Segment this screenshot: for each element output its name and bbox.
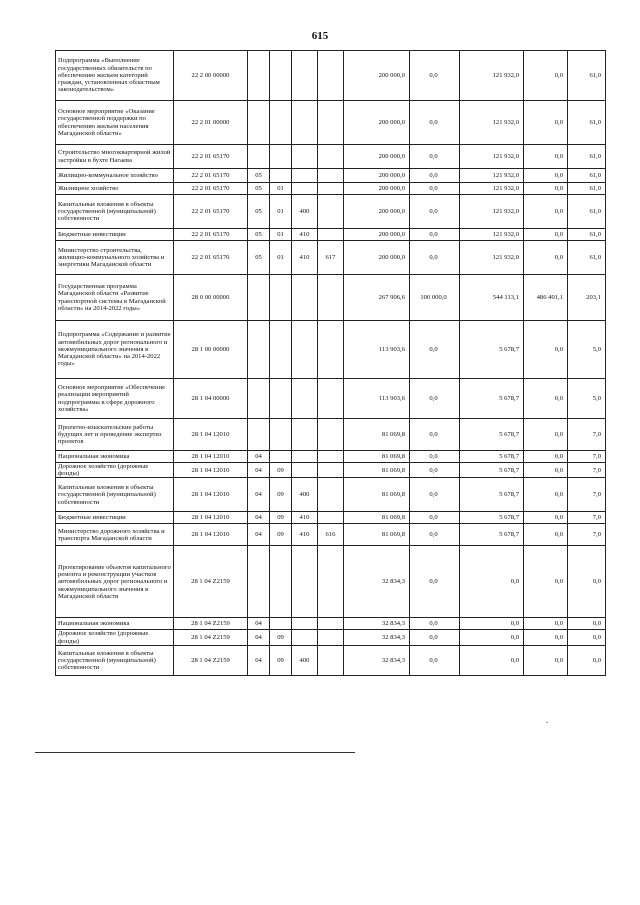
table-cell-federal: 0,0: [410, 618, 460, 630]
table-cell-federal: 0,0: [410, 524, 460, 546]
footer-rule: [35, 752, 355, 753]
table-cell-subsection: [270, 451, 292, 463]
table-cell-executed: 0,0: [460, 618, 524, 630]
table-cell-executed: 544 113,1: [460, 275, 524, 321]
table-cell-section: 04: [248, 463, 270, 478]
table-cell-percent: 61,0: [568, 241, 606, 275]
table-cell-subsection: 09: [270, 512, 292, 524]
table-row: [56, 419, 606, 451]
table-cell-executed-federal: 0,0: [524, 451, 568, 463]
table-row: [56, 524, 606, 546]
budget-table: [55, 50, 606, 676]
table-cell-planned: 32 834,3: [344, 645, 410, 675]
table-cell-executed: 5 678,7: [460, 451, 524, 463]
table-row: [56, 101, 606, 145]
table-cell-program-code: 22 2 00 00000: [174, 51, 248, 101]
table-cell-section: [248, 51, 270, 101]
table-cell-program-code: 22 2 01 65170: [174, 241, 248, 275]
table-cell-federal: 0,0: [410, 321, 460, 379]
table-cell-name: Дорожное хозяйство (дорожные фонды): [56, 463, 174, 478]
table-row: [56, 618, 606, 630]
table-cell-subsection: [270, 546, 292, 618]
table-cell-section: 04: [248, 618, 270, 630]
table-cell-section: [248, 275, 270, 321]
table-cell-planned: 32 834,3: [344, 630, 410, 645]
table-cell-expense-type: 410: [292, 524, 318, 546]
table-row: [56, 321, 606, 379]
table-cell-name: Проектирование объектов капитального ремонта и реконструкции участков автомобильных дорог регионального и межмуниципального значения в Магаданской области: [56, 546, 174, 618]
table-cell-section: 04: [248, 512, 270, 524]
table-row: [56, 183, 606, 195]
table-cell-subsection: 01: [270, 183, 292, 195]
table-cell-executed-federal: 0,0: [524, 145, 568, 169]
table-cell-expense-type: 410: [292, 241, 318, 275]
table-cell-planned: 267 906,6: [344, 275, 410, 321]
table-cell-executed: 5 678,7: [460, 419, 524, 451]
table-cell-executed-federal: 0,0: [524, 241, 568, 275]
table-cell-federal: 0,0: [410, 478, 460, 512]
table-row: [56, 241, 606, 275]
table-cell-percent: 7,0: [568, 419, 606, 451]
table-cell-percent: 7,0: [568, 451, 606, 463]
table-cell-expense-type: [292, 630, 318, 645]
table-cell-planned: 81 069,8: [344, 478, 410, 512]
table-cell-name: Бюджетные инвестиции: [56, 229, 174, 241]
table-cell-percent: 7,0: [568, 463, 606, 478]
table-cell-section: [248, 379, 270, 419]
table-cell-planned: 81 069,8: [344, 512, 410, 524]
table-cell-planned: 200 000,0: [344, 101, 410, 145]
table-cell-subsection: [270, 169, 292, 183]
table-cell-percent: 7,0: [568, 478, 606, 512]
table-row: [56, 630, 606, 645]
table-cell-expense-type: 400: [292, 478, 318, 512]
table-cell-administrator: 617: [318, 241, 344, 275]
table-cell-expense-type: [292, 101, 318, 145]
table-cell-executed-federal: 0,0: [524, 51, 568, 101]
table-cell-executed-federal: 0,0: [524, 524, 568, 546]
table-cell-program-code: 28 1 00 00000: [174, 321, 248, 379]
table-cell-subsection: [270, 275, 292, 321]
table-cell-planned: 200 000,0: [344, 241, 410, 275]
table-cell-executed-federal: 0,0: [524, 229, 568, 241]
table-cell-subsection: 01: [270, 241, 292, 275]
table-cell-federal: 0,0: [410, 512, 460, 524]
table-cell-administrator: [318, 630, 344, 645]
table-row: [56, 275, 606, 321]
table-cell-federal: 0,0: [410, 101, 460, 145]
table-cell-executed: 121 932,0: [460, 169, 524, 183]
table-cell-planned: 200 000,0: [344, 169, 410, 183]
table-cell-name: Государственная программа Магаданской области «Развитие транспортной системы в Магаданской области» на 2014-2022 годы»: [56, 275, 174, 321]
table-cell-subsection: 09: [270, 630, 292, 645]
table-cell-federal: 0,0: [410, 183, 460, 195]
table-cell-executed: 121 932,0: [460, 101, 524, 145]
table-cell-executed: 5 678,7: [460, 379, 524, 419]
table-cell-subsection: [270, 321, 292, 379]
table-cell-planned: 81 069,8: [344, 451, 410, 463]
table-cell-section: [248, 101, 270, 145]
table-cell-section: [248, 546, 270, 618]
table-cell-executed: 5 678,7: [460, 512, 524, 524]
table-cell-expense-type: [292, 183, 318, 195]
table-cell-name: Министерство строительства, жилищно-коммунального хозяйства и энергетики Магаданской области: [56, 241, 174, 275]
table-cell-subsection: 09: [270, 524, 292, 546]
table-cell-section: 05: [248, 229, 270, 241]
table-cell-planned: 200 000,0: [344, 183, 410, 195]
table-cell-subsection: [270, 51, 292, 101]
table-cell-administrator: [318, 101, 344, 145]
table-cell-executed: 121 932,0: [460, 195, 524, 229]
table-cell-administrator: [318, 478, 344, 512]
table-cell-executed: 121 932,0: [460, 183, 524, 195]
table-row: [56, 451, 606, 463]
table-cell-federal: 0,0: [410, 451, 460, 463]
table-cell-subsection: 09: [270, 645, 292, 675]
table-cell-executed: 5 678,7: [460, 478, 524, 512]
table-cell-name: Бюджетные инвестиции: [56, 512, 174, 524]
table-cell-percent: 61,0: [568, 169, 606, 183]
table-cell-name: Дорожное хозяйство (дорожные фонды): [56, 630, 174, 645]
table-cell-administrator: [318, 645, 344, 675]
table-cell-percent: 0,0: [568, 618, 606, 630]
table-row: [56, 546, 606, 618]
table-cell-program-code: 28 1 04 Z2159: [174, 546, 248, 618]
table-cell-expense-type: [292, 419, 318, 451]
table-cell-executed: 0,0: [460, 546, 524, 618]
table-cell-expense-type: [292, 145, 318, 169]
table-cell-expense-type: [292, 618, 318, 630]
table-cell-executed-federal: 0,0: [524, 101, 568, 145]
table-cell-executed: 0,0: [460, 645, 524, 675]
table-cell-federal: 0,0: [410, 169, 460, 183]
table-cell-subsection: 09: [270, 478, 292, 512]
table-cell-administrator: [318, 379, 344, 419]
table-cell-name: Подпрограмма «Выполнение государственных обязательств по обеспечению жильем категорий граждан, установленных областным законодательством»: [56, 51, 174, 101]
table-cell-expense-type: [292, 275, 318, 321]
table-row: [56, 645, 606, 675]
table-cell-program-code: 22 2 01 65170: [174, 169, 248, 183]
table-cell-administrator: [318, 321, 344, 379]
table-cell-executed-federal: 0,0: [524, 512, 568, 524]
table-cell-name: Проектно-изыскательские работы будущих лет и проведение экспертиз проектов: [56, 419, 174, 451]
table-cell-program-code: 28 1 04 12010: [174, 451, 248, 463]
table-cell-expense-type: [292, 451, 318, 463]
table-cell-section: 04: [248, 451, 270, 463]
table-cell-executed: 0,0: [460, 630, 524, 645]
table-cell-section: 04: [248, 630, 270, 645]
table-cell-planned: 113 903,6: [344, 321, 410, 379]
table-cell-executed: 5 678,7: [460, 463, 524, 478]
table-cell-percent: 61,0: [568, 183, 606, 195]
table-cell-program-code: 28 0 00 00000: [174, 275, 248, 321]
table-cell-expense-type: 410: [292, 229, 318, 241]
table-cell-federal: 0,0: [410, 463, 460, 478]
table-cell-program-code: 28 1 04 12010: [174, 478, 248, 512]
table-cell-planned: 32 834,3: [344, 546, 410, 618]
table-cell-name: Национальная экономика: [56, 451, 174, 463]
table-cell-federal: 0,0: [410, 145, 460, 169]
table-cell-program-code: 22 2 01 65170: [174, 229, 248, 241]
table-cell-executed-federal: 0,0: [524, 419, 568, 451]
table-cell-program-code: 22 2 01 65170: [174, 145, 248, 169]
table-cell-program-code: 28 1 04 Z2159: [174, 645, 248, 675]
table-row: [56, 169, 606, 183]
page-number: 615: [311, 30, 329, 42]
table-cell-administrator: [318, 145, 344, 169]
table-cell-executed-federal: 0,0: [524, 379, 568, 419]
table-cell-executed: 121 932,0: [460, 51, 524, 101]
table-cell-executed-federal: 0,0: [524, 546, 568, 618]
table-cell-federal: 0,0: [410, 51, 460, 101]
table-cell-program-code: 28 1 04 12010: [174, 419, 248, 451]
table-cell-executed: 5 678,7: [460, 524, 524, 546]
table-cell-expense-type: 400: [292, 195, 318, 229]
table-cell-executed-federal: 0,0: [524, 645, 568, 675]
table-cell-expense-type: [292, 51, 318, 101]
table-cell-planned: 81 069,8: [344, 524, 410, 546]
table-cell-administrator: [318, 546, 344, 618]
table-cell-name: Национальная экономика: [56, 618, 174, 630]
table-cell-percent: 5,0: [568, 321, 606, 379]
table-cell-federal: 0,0: [410, 241, 460, 275]
table-cell-executed-federal: 0,0: [524, 321, 568, 379]
table-cell-program-code: 28 1 04 Z2159: [174, 618, 248, 630]
table-cell-program-code: 28 1 04 00000: [174, 379, 248, 419]
table-cell-federal: 0,0: [410, 419, 460, 451]
table-cell-administrator: [318, 618, 344, 630]
table-cell-program-code: 22 2 01 00000: [174, 101, 248, 145]
table-cell-program-code: 28 1 04 12010: [174, 524, 248, 546]
table-row: [56, 195, 606, 229]
table-cell-administrator: [318, 169, 344, 183]
table-cell-percent: 0,0: [568, 630, 606, 645]
table-cell-subsection: 01: [270, 195, 292, 229]
table-cell-name: Капитальные вложения в объекты государственной (муниципальной) собственности: [56, 645, 174, 675]
table-cell-administrator: [318, 51, 344, 101]
table-cell-expense-type: [292, 169, 318, 183]
table-cell-program-code: 28 1 04 12010: [174, 512, 248, 524]
table-cell-federal: 0,0: [410, 546, 460, 618]
table-cell-planned: 200 000,0: [344, 229, 410, 241]
margin-mark: [546, 722, 548, 723]
table-cell-federal: 0,0: [410, 645, 460, 675]
table-cell-executed-federal: 0,0: [524, 463, 568, 478]
table-cell-planned: 32 834,3: [344, 618, 410, 630]
table-cell-percent: 61,0: [568, 229, 606, 241]
table-cell-executed-federal: 0,0: [524, 183, 568, 195]
table-row: [56, 512, 606, 524]
table-cell-expense-type: [292, 321, 318, 379]
table-cell-program-code: 28 1 04 12010: [174, 463, 248, 478]
table-cell-subsection: 09: [270, 463, 292, 478]
table-cell-name: Строительство многоквартирной жилой застройки в бухте Нагаева: [56, 145, 174, 169]
table-cell-section: 05: [248, 183, 270, 195]
table-cell-percent: 61,0: [568, 51, 606, 101]
table-cell-planned: 113 903,6: [344, 379, 410, 419]
table-cell-percent: 61,0: [568, 101, 606, 145]
table-cell-subsection: 01: [270, 229, 292, 241]
table-cell-program-code: 28 1 04 Z2159: [174, 630, 248, 645]
table-cell-program-code: 22 2 01 65170: [174, 183, 248, 195]
table-cell-planned: 81 069,8: [344, 419, 410, 451]
table-cell-percent: 7,0: [568, 512, 606, 524]
table-cell-name: Жилищное хозяйство: [56, 183, 174, 195]
table-cell-section: [248, 321, 270, 379]
table-cell-executed: 121 932,0: [460, 229, 524, 241]
table-cell-planned: 200 000,0: [344, 51, 410, 101]
table-cell-executed-federal: 0,0: [524, 618, 568, 630]
table-cell-section: 04: [248, 524, 270, 546]
table-cell-administrator: [318, 229, 344, 241]
table-cell-administrator: [318, 512, 344, 524]
table-cell-percent: 61,0: [568, 195, 606, 229]
table-cell-name: Капитальные вложения в объекты государственной (муниципальной) собственности: [56, 195, 174, 229]
table-cell-administrator: [318, 419, 344, 451]
table-cell-planned: 200 000,0: [344, 195, 410, 229]
table-cell-name: Основное мероприятие «Оказание государственной поддержки по обеспечению жильем населения Магаданской области»: [56, 101, 174, 145]
table-cell-name: Министерство дорожного хозяйства и транспорта Магаданской области: [56, 524, 174, 546]
table-cell-section: 05: [248, 195, 270, 229]
table-cell-administrator: [318, 275, 344, 321]
table-cell-administrator: [318, 183, 344, 195]
table-row: [56, 478, 606, 512]
table-cell-administrator: 616: [318, 524, 344, 546]
table-cell-program-code: 22 2 01 65170: [174, 195, 248, 229]
table-cell-expense-type: [292, 546, 318, 618]
table-cell-percent: 61,0: [568, 145, 606, 169]
table-cell-executed-federal: 0,0: [524, 195, 568, 229]
table-cell-subsection: [270, 101, 292, 145]
table-cell-name: Капитальные вложения в объекты государственной (муниципальной) собственности: [56, 478, 174, 512]
table-cell-section: 04: [248, 478, 270, 512]
table-row: [56, 51, 606, 101]
table-cell-planned: 81 069,8: [344, 463, 410, 478]
table-cell-name: Подпрограмма «Содержание и развитие автомобильных дорог регионального и межмуниципального значения в Магаданской области» на 2014-2022 годы»: [56, 321, 174, 379]
table-cell-subsection: [270, 379, 292, 419]
table-cell-percent: 0,0: [568, 546, 606, 618]
table-cell-administrator: [318, 195, 344, 229]
table-cell-executed-federal: 0,0: [524, 169, 568, 183]
table-cell-executed: 121 932,0: [460, 241, 524, 275]
table-cell-subsection: [270, 618, 292, 630]
table-row: [56, 463, 606, 478]
table-cell-percent: 5,0: [568, 379, 606, 419]
table-cell-section: [248, 419, 270, 451]
table-cell-percent: 7,0: [568, 524, 606, 546]
table-cell-section: 05: [248, 241, 270, 275]
table-cell-section: 04: [248, 645, 270, 675]
table-cell-federal: 0,0: [410, 630, 460, 645]
table-cell-expense-type: 400: [292, 645, 318, 675]
table-cell-planned: 200 000,0: [344, 145, 410, 169]
table-cell-administrator: [318, 463, 344, 478]
table-cell-section: 05: [248, 169, 270, 183]
table-cell-name: Жилищно-коммунальное хозяйство: [56, 169, 174, 183]
table-cell-executed: 121 932,0: [460, 145, 524, 169]
table-cell-executed-federal: 0,0: [524, 630, 568, 645]
table-cell-executed: 5 678,7: [460, 321, 524, 379]
table-cell-name: Основное мероприятие «Обеспечение реализации мероприятий подпрограммы в сфере дорожного хозяйства»: [56, 379, 174, 419]
table-cell-expense-type: [292, 379, 318, 419]
table-row: [56, 145, 606, 169]
table-cell-executed-federal: 486 401,1: [524, 275, 568, 321]
table-cell-subsection: [270, 419, 292, 451]
table-cell-administrator: [318, 451, 344, 463]
table-cell-subsection: [270, 145, 292, 169]
table-cell-federal: 100 000,0: [410, 275, 460, 321]
table-row: [56, 379, 606, 419]
table-cell-federal: 0,0: [410, 229, 460, 241]
table-cell-federal: 0,0: [410, 195, 460, 229]
table-row: [56, 229, 606, 241]
table-cell-executed-federal: 0,0: [524, 478, 568, 512]
table-body: [56, 51, 606, 676]
table-cell-expense-type: 410: [292, 512, 318, 524]
table-cell-percent: 0,0: [568, 645, 606, 675]
table-cell-percent: 203,1: [568, 275, 606, 321]
table-cell-expense-type: [292, 463, 318, 478]
table-cell-federal: 0,0: [410, 379, 460, 419]
table-cell-section: [248, 145, 270, 169]
